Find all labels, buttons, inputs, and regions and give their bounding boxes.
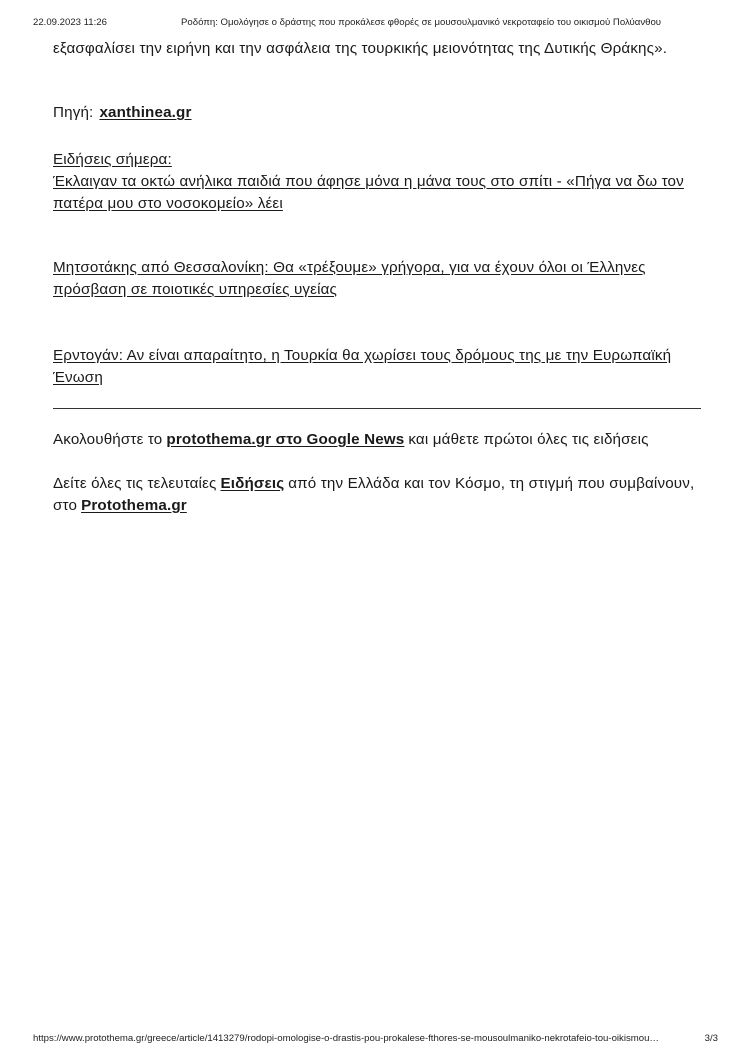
protothema-link[interactable]: Protothema.gr (81, 497, 187, 514)
related-news-block (53, 149, 703, 215)
google-news-follow-text (53, 429, 703, 451)
follow-suffix: και μάθετε πρώτοι όλες τις ειδήσεις (408, 431, 649, 448)
print-date: 22.09.2023 11:26 (33, 17, 107, 28)
source-link[interactable]: xanthinea.gr (99, 104, 192, 121)
related-story-link[interactable]: Ερντογάν: Αν είναι απαραίτητο, η Τουρκία θα χωρίσει τους δρόμους της με την Ευρωπαϊκή Ένωση (53, 347, 672, 386)
print-url: https://www.protothema.gr/greece/article/1413279/rodopi-omologise-o-drastis-pou-prokalese-fthores-se-mousoulmaniko-nekrotafeio-tou-oikismou… (33, 1033, 660, 1044)
article-source (53, 102, 192, 124)
source-label: Πηγή: (53, 104, 94, 121)
related-news-heading[interactable]: Ειδήσεις σήμερα: (53, 151, 172, 168)
print-page-title: Ροδόπη: Ομολόγησε ο δράστης που προκάλεσε φθορές σε μουσουλμανικό νεκροταφείο του οικισμού Πολύανθου (181, 17, 662, 28)
latest-middle: από την Ελλάδα και τον Κόσμο, τη στιγμή που συμβαίνουν, στο (53, 475, 695, 514)
google-news-link[interactable]: protothema.gr στο Google News (166, 431, 405, 448)
follow-prefix: Ακολουθήστε το (53, 431, 163, 448)
latest-prefix: Δείτε όλες τις τελευταίες (53, 475, 217, 492)
related-news-block (53, 257, 703, 301)
related-story-link[interactable]: Μητσοτάκης από Θεσσαλονίκη: Θα «τρέξουμε» γρήγορα, για να έχουν όλοι οι Έλληνες πρόσβαση σε ποιοτικές υπηρεσίες υγείας (53, 259, 646, 298)
article-intro-text: εξασφαλίσει την ειρήνη και την ασφάλεια της τουρκικής μειονότητας της Δυτικής Θράκης». (53, 40, 668, 57)
news-link[interactable]: Ειδήσεις (220, 475, 285, 492)
latest-news-text (53, 473, 703, 517)
section-divider (53, 408, 701, 409)
related-news-block (53, 345, 703, 389)
page-number: 3/3 (704, 1033, 718, 1044)
related-story-link[interactable]: Έκλαιγαν τα οκτώ ανήλικα παιδιά που άφησε μόνα η μάνα τους στο σπίτι - «Πήγα να δω τον πατέρα μου στο νοσοκομείο» λέει (53, 173, 684, 212)
